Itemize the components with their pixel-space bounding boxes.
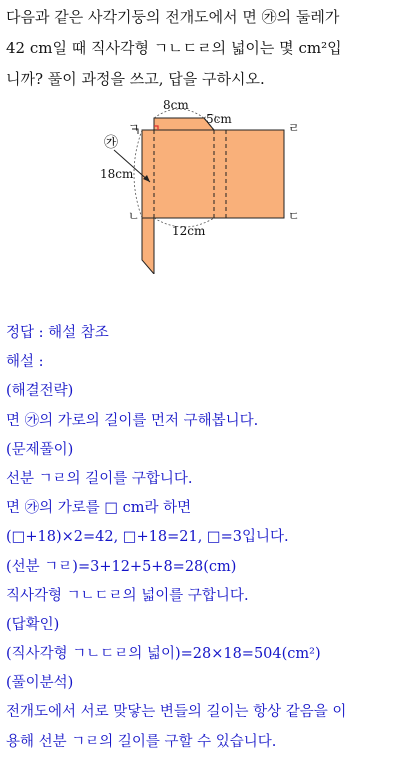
- answer-line: 면 ㉮의 가로를 □ cm라 하면: [6, 500, 192, 517]
- question-text: [6, 2, 396, 95]
- answer-line: 선분 ㄱㄹ의 길이를 구합니다.: [6, 470, 193, 487]
- prism-net-figure: [100, 96, 300, 274]
- corner-label-d: ㄷ: [288, 209, 300, 223]
- answer-line: 해설 :: [6, 354, 44, 371]
- answer-line: (□+18)×2=42, □+18=21, □=3입니다.: [6, 529, 289, 546]
- main-rectangle: [142, 130, 284, 218]
- label-18cm: 18cm: [100, 167, 134, 181]
- answer-line: (풀이분석): [6, 675, 74, 692]
- question-line-2: 42 cm일 때 직사각형 ㄱㄴㄷㄹ의 넓이는 몇 cm²입: [6, 39, 342, 57]
- answer-line: 직사각형 ㄱㄴㄷㄹ의 넓이를 구합니다.: [6, 587, 249, 604]
- answer-line: (직사각형 ㄱㄴㄷㄹ의 넓이)=28×18=504(cm²): [6, 646, 321, 663]
- label-12cm: 12cm: [172, 224, 206, 238]
- answer-line: (문제풀이): [6, 441, 74, 458]
- corner-label-g: ㄱ: [128, 121, 140, 135]
- answer-line: (선분 ㄱㄹ)=3+12+5+8=28(cm): [6, 558, 237, 575]
- corner-label-n: ㄴ: [128, 209, 140, 223]
- answer-line: (답확인): [6, 616, 60, 633]
- label-5cm: 5cm: [206, 112, 232, 126]
- question-line-1: 다음과 같은 사각기둥의 전개도에서 면 ㉮의 둘레가: [6, 8, 340, 26]
- question-line-3: 니까? 풀이 과정을 쓰고, 답을 구하시오.: [6, 70, 265, 88]
- bottom-face: [142, 218, 154, 274]
- answer-line: 정답 : 해설 참조: [6, 325, 109, 341]
- label-8cm: 8cm: [163, 98, 189, 112]
- answer-line: 전개도에서 서로 맞닿는 변들의 길이는 항상 같음을 이: [6, 704, 347, 721]
- answer-line: 면 ㉮의 가로의 길이를 먼저 구해봅니다.: [6, 412, 259, 429]
- answer-section: [6, 319, 398, 757]
- face-label: ㉮: [104, 135, 118, 151]
- corner-label-r: ㄹ: [288, 121, 300, 135]
- answer-line: (해결전략): [6, 383, 74, 400]
- answer-line: 용해 선분 ㄱㄹ의 길이를 구할 수 있습니다.: [6, 733, 277, 750]
